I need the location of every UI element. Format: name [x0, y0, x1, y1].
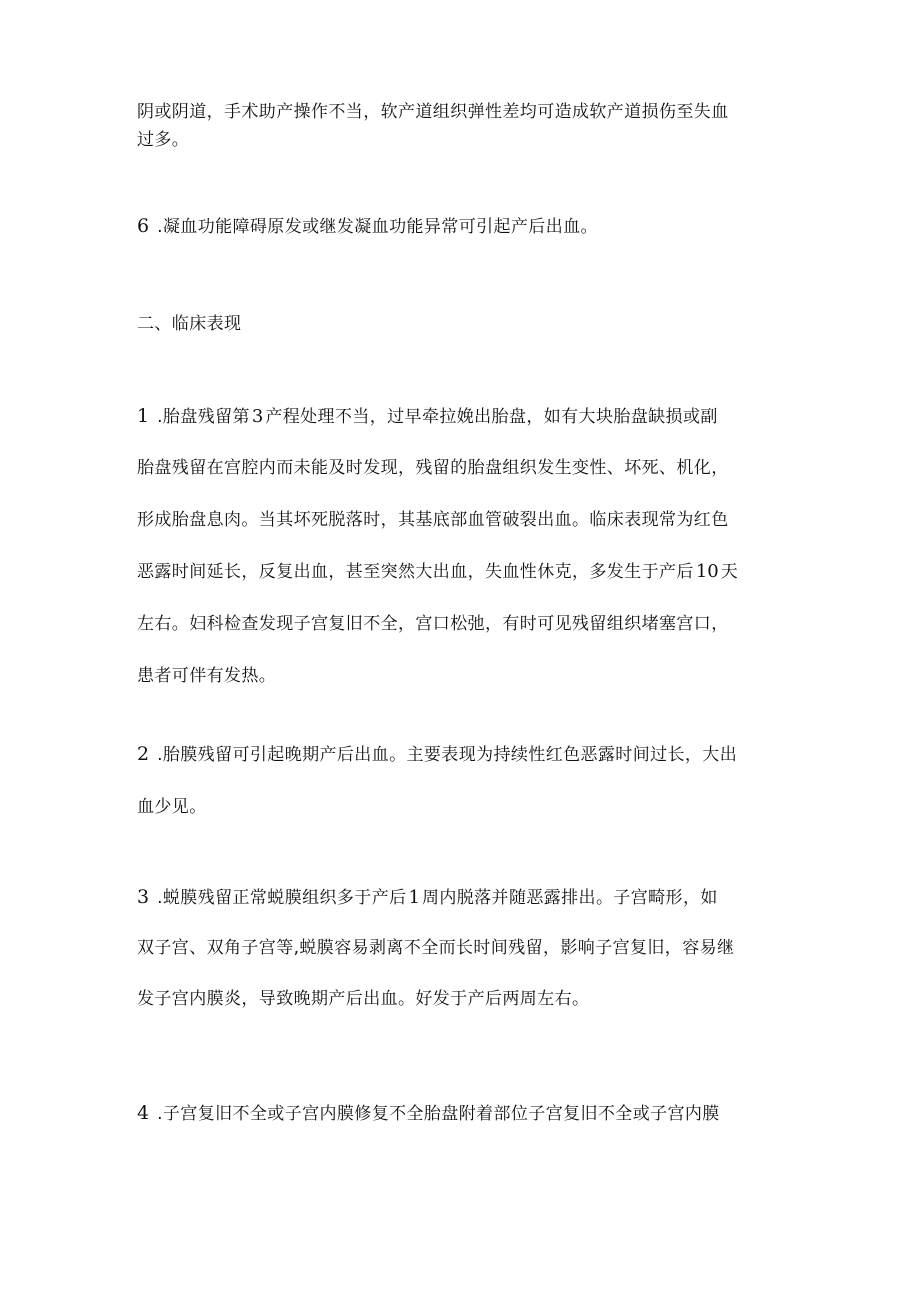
item-3-number: 3 [137, 886, 150, 908]
item-2-number: 2 [137, 743, 150, 765]
item-1-line-4-pre: 恶露时间延长，反复出血，甚至突然大出血，失血性休克，多发生于产后 [137, 562, 694, 582]
item-3-line-2: 双子宫、双角子宫等,蜕膜容易剥离不全而长时间残留，影响子宫复旧，容易继 [137, 938, 735, 958]
item-1-paragraph [137, 406, 787, 686]
continuation-line-1: 阴或阴道，手术助产操作不当，软产道组织弹性差均可造成软产道损伤至失血 [137, 102, 729, 122]
item-2-paragraph [137, 744, 787, 817]
item-6-number: 6 [137, 215, 150, 237]
continuation-paragraph [137, 102, 787, 150]
item-4-line-1: .子宫复旧不全或子宫内膜修复不全胎盘附着部位子宫复旧不全或子宫内膜 [157, 1104, 720, 1124]
section-2-heading: 二、临床表现 [137, 314, 242, 334]
item-2-line-2: 血少见。 [137, 797, 207, 817]
item-1-line-6: 患者可伴有发热。 [137, 666, 277, 686]
section-heading [137, 314, 787, 334]
item-4-number: 4 [137, 1102, 150, 1124]
item-4-paragraph [137, 1103, 787, 1123]
item-1-line-3: 形成胎盘息肉。当其坏死脱落时，其基底部血管破裂出血。临床表现常为红色 [137, 510, 729, 530]
item-3-line-1-num: 1 [408, 887, 420, 908]
item-1-number: 1 [137, 405, 150, 427]
item-2-line-1: .胎膜残留可引起晚期产后出血。主要表现为持续性红色恶露时间过长，大出 [157, 745, 738, 765]
continuation-line-2: 过多。 [137, 130, 190, 150]
item-1-line-4-num: 10 [695, 561, 719, 582]
item-3-line-1-post: 周内脱落并随恶露排出。子宫畸形，如 [421, 888, 718, 908]
item-3-paragraph [137, 887, 787, 1009]
item-1-line-2: 胎盘残留在宫腔内而未能及时发现，残留的胎盘组织发生变性、坏死、机化， [137, 458, 729, 478]
item-6-paragraph [137, 216, 787, 236]
item-3-line-1-pre: .蜕膜残留正常蜕膜组织多于产后 [157, 888, 407, 908]
item-6-text: .凝血功能障碍原发或继发凝血功能异常可引起产后出血。 [157, 217, 598, 237]
item-1-line-1-pre: .胎盘残留第 [157, 407, 250, 427]
item-3-line-3: 发子宫内膜炎，导致晚期产后出血。好发于产后两周左右。 [137, 989, 590, 1009]
item-1-line-1-post: 产程处理不当，过早牵拉娩出胎盘，如有大块胎盘缺损或副 [265, 407, 718, 427]
item-1-line-1-num: 3 [251, 406, 264, 427]
item-1-line-5: 左右。妇科检查发现子宫复旧不全，宫口松弛，有时可见残留组织堵塞宫口， [137, 614, 729, 634]
item-1-line-4-post: 天 [720, 562, 739, 582]
